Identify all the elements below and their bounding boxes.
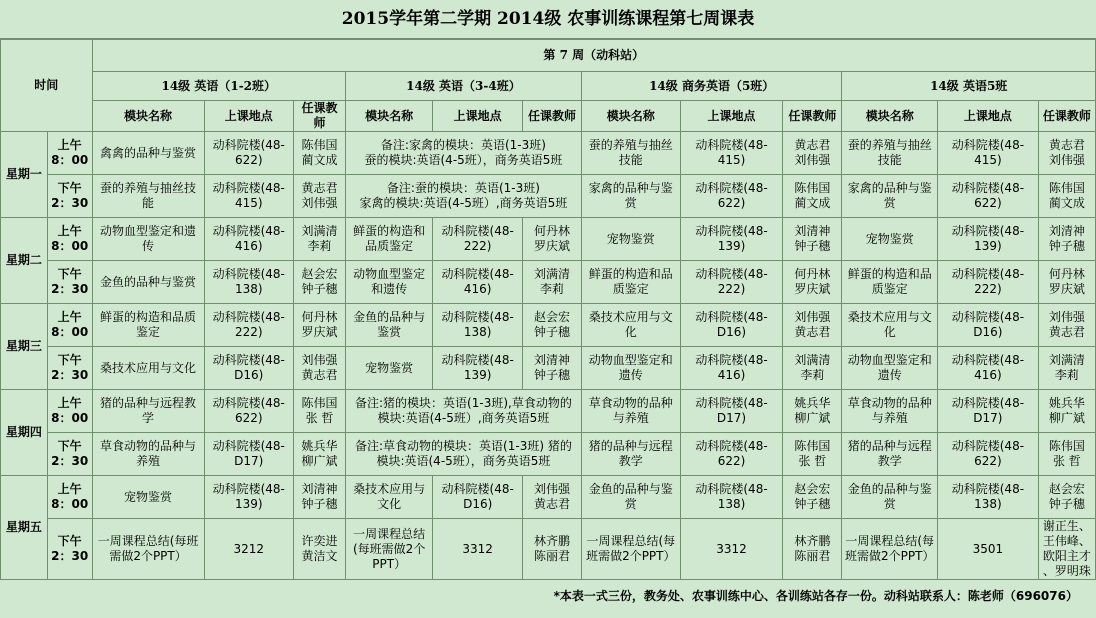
table-row (1, 261, 1096, 304)
column-header-teacher: 任课教师 (783, 101, 842, 132)
teacher-cell: 刘满清 李莉 (783, 347, 842, 390)
teacher-cell: 陈伟国 蔺文成 (294, 132, 346, 175)
module-cell: 桑技术应用与文化 (345, 476, 433, 519)
module-cell: 金鱼的品种与鉴赏 (842, 476, 938, 519)
location-cell: 动科院楼(48-622) (680, 433, 783, 476)
period-name: 上午 (57, 396, 82, 410)
period-label (47, 347, 92, 390)
module-cell: 鲜蛋的构造和品质鉴定 (345, 218, 433, 261)
teacher-cell: 刘满清 李莉 (1038, 347, 1095, 390)
module-cell: 金鱼的品种与鉴赏 (345, 304, 433, 347)
group-header: 14级 英语（3-4班） (345, 72, 581, 101)
teacher-cell: 刘清神 钟子穗 (1038, 218, 1095, 261)
location-cell: 动科院楼(48-622) (680, 175, 783, 218)
period-time: 8：00 (51, 497, 89, 511)
period-name: 上午 (57, 310, 82, 324)
period-label (47, 433, 92, 476)
location-cell: 动科院楼(48-416) (204, 218, 294, 261)
location-cell: 动科院楼(48-D16) (204, 347, 294, 390)
table-row (1, 390, 1096, 433)
teacher-cell: 赵会宏 钟子穗 (1038, 476, 1095, 519)
teacher-cell: 姚兵华 柳广斌 (1038, 390, 1095, 433)
column-header-location: 上课地点 (433, 101, 523, 132)
location-cell: 动科院楼(48-139) (938, 218, 1039, 261)
module-cell: 猪的品种与远程教学 (92, 390, 204, 433)
period-label (47, 261, 92, 304)
location-cell: 动科院楼(48-222) (680, 261, 783, 304)
table-row (1, 304, 1096, 347)
location-cell: 动科院楼(48-622) (204, 132, 294, 175)
teacher-cell: 何丹林 罗庆斌 (294, 304, 346, 347)
location-cell: 3312 (680, 519, 783, 580)
module-cell: 禽禽的品种与鉴赏 (92, 132, 204, 175)
location-cell: 动科院楼(48-416) (938, 347, 1039, 390)
teacher-cell: 刘满清 李莉 (522, 261, 581, 304)
time-header: 时间 (1, 40, 93, 132)
period-label (47, 218, 92, 261)
teacher-cell: 陈伟国 张 哲 (294, 390, 346, 433)
location-cell: 动科院楼(48-139) (680, 218, 783, 261)
group-header: 14级 商务英语（5班） (581, 72, 841, 101)
period-label (47, 519, 92, 580)
teacher-cell: 黄志君 刘伟强 (294, 175, 346, 218)
module-cell: 宠物鉴赏 (92, 476, 204, 519)
period-time: 8：00 (51, 153, 89, 167)
module-cell: 鲜蛋的构造和品质鉴定 (581, 261, 680, 304)
week-header: 第 7 周（动科站） (92, 40, 1095, 72)
module-cell: 一周课程总结(每班需做2个PPT） (842, 519, 938, 580)
location-cell: 动科院楼(48-D17) (204, 433, 294, 476)
remark-cell: 备注:家禽的模块：英语(1-3班) 蚕的模块:英语(4-5班），商务英语5班 (345, 132, 581, 175)
location-cell: 动科院楼(48-D16) (680, 304, 783, 347)
module-cell: 猪的品种与远程教学 (842, 433, 938, 476)
module-cell: 家禽的品种与鉴赏 (581, 175, 680, 218)
period-name: 下午 (57, 181, 82, 195)
teacher-cell: 刘伟强 黄志君 (783, 304, 842, 347)
period-time: 2：30 (51, 368, 89, 382)
column-header-teacher: 任课教师 (1038, 101, 1095, 132)
location-cell: 动科院楼(48-622) (938, 433, 1039, 476)
period-label (47, 132, 92, 175)
location-cell: 动科院楼(48-222) (204, 304, 294, 347)
teacher-cell: 赵会宏 钟子穗 (522, 304, 581, 347)
column-header-module: 模块名称 (345, 101, 433, 132)
location-cell: 动科院楼(48-415) (204, 175, 294, 218)
period-label (47, 390, 92, 433)
module-cell: 桑技术应用与文化 (581, 304, 680, 347)
location-cell: 3212 (204, 519, 294, 580)
module-cell: 鲜蛋的构造和品质鉴定 (92, 304, 204, 347)
teacher-cell: 赵会宏 钟子穗 (783, 476, 842, 519)
period-name: 上午 (57, 482, 82, 496)
period-time: 2：30 (51, 454, 89, 468)
location-cell: 动科院楼(48-415) (938, 132, 1039, 175)
period-name: 下午 (57, 439, 82, 453)
module-cell: 蚕的养殖与抽丝技能 (92, 175, 204, 218)
module-cell: 一周课程总结(每班需做2个PPT） (581, 519, 680, 580)
module-cell: 动物血型鉴定和遗传 (345, 261, 433, 304)
module-cell: 宠物鉴赏 (581, 218, 680, 261)
location-cell: 动科院楼(48-622) (204, 390, 294, 433)
module-cell: 鲜蛋的构造和品质鉴定 (842, 261, 938, 304)
teacher-cell: 刘清神 钟子穗 (522, 347, 581, 390)
teacher-cell: 姚兵华 柳广斌 (783, 390, 842, 433)
module-cell: 草食动物的品种与养殖 (92, 433, 204, 476)
module-cell: 桑技术应用与文化 (842, 304, 938, 347)
page-title: 2015学年第二学期 2014级 农事训练课程第七周课表 (0, 0, 1096, 39)
teacher-cell: 刘满清 李莉 (294, 218, 346, 261)
table-row (1, 476, 1096, 519)
period-name: 上午 (57, 224, 82, 238)
module-cell: 动物血型鉴定和遗传 (581, 347, 680, 390)
period-label (47, 175, 92, 218)
location-cell: 动科院楼(48-622) (938, 175, 1039, 218)
period-label (47, 304, 92, 347)
teacher-cell: 刘伟强 黄志君 (522, 476, 581, 519)
remark-cell: 备注:猪的模块：英语(1-3班),草食动物的 模块:英语(4-5班）,商务英语5班 (345, 390, 581, 433)
period-time: 8：00 (51, 411, 89, 425)
module-cell: 草食动物的品种与养殖 (842, 390, 938, 433)
module-cell: 蚕的养殖与抽丝技能 (842, 132, 938, 175)
teacher-cell: 陈伟国 张 哲 (783, 433, 842, 476)
period-name: 下午 (57, 534, 82, 548)
column-header-location: 上课地点 (204, 101, 294, 132)
location-cell: 动科院楼(48-416) (680, 347, 783, 390)
period-name: 上午 (57, 138, 82, 152)
location-cell: 动科院楼(48-138) (204, 261, 294, 304)
location-cell: 动科院楼(48-139) (433, 347, 523, 390)
module-cell: 草食动物的品种与养殖 (581, 390, 680, 433)
column-header-module: 模块名称 (581, 101, 680, 132)
location-cell: 3312 (433, 519, 523, 580)
remark-cell: 备注:蚕的模块：英语(1-3班) 家禽的模块:英语(4-5班）,商务英语5班 (345, 175, 581, 218)
column-header-module: 模块名称 (92, 101, 204, 132)
day-label: 星期三 (1, 304, 48, 390)
teacher-cell: 陈伟国 蔺文成 (783, 175, 842, 218)
module-cell: 金鱼的品种与鉴赏 (92, 261, 204, 304)
teacher-cell: 陈伟国 蔺文成 (1038, 175, 1095, 218)
teacher-cell: 林齐鹏 陈丽君 (522, 519, 581, 580)
module-cell: 金鱼的品种与鉴赏 (581, 476, 680, 519)
schedule-table (0, 39, 1096, 580)
day-label: 星期五 (1, 476, 48, 580)
teacher-cell: 何丹林 罗庆斌 (1038, 261, 1095, 304)
location-cell: 动科院楼(48-139) (204, 476, 294, 519)
location-cell: 动科院楼(48-222) (433, 218, 523, 261)
teacher-cell: 陈伟国 张 哲 (1038, 433, 1095, 476)
period-time: 8：00 (51, 325, 89, 339)
location-cell: 动科院楼(48-D17) (938, 390, 1039, 433)
teacher-cell: 刘伟强 黄志君 (294, 347, 346, 390)
schedule-body (1, 40, 1096, 580)
remark-cell: 备注:草食动物的模块：英语(1-3班) 猪的 模块:英语(4-5班），商务英语5班 (345, 433, 581, 476)
location-cell: 动科院楼(48-415) (680, 132, 783, 175)
teacher-cell: 黄志君 刘伟强 (783, 132, 842, 175)
location-cell: 动科院楼(48-138) (433, 304, 523, 347)
footer-note: *本表一式三份，教务处、农事训练中心、各训练站各存一份。动科站联系人：陈老师（696076） (553, 589, 1078, 603)
day-label: 星期一 (1, 132, 48, 218)
period-label (47, 476, 92, 519)
table-row (1, 519, 1096, 580)
module-cell: 家禽的品种与鉴赏 (842, 175, 938, 218)
period-time: 2：30 (51, 196, 89, 210)
table-row (1, 347, 1096, 390)
teacher-cell: 刘清神 钟子穗 (294, 476, 346, 519)
table-row (1, 218, 1096, 261)
column-header-module: 模块名称 (842, 101, 938, 132)
period-time: 2：30 (51, 549, 89, 563)
day-label: 星期二 (1, 218, 48, 304)
teacher-cell: 林齐鹏 陈丽君 (783, 519, 842, 580)
column-header-location: 上课地点 (680, 101, 783, 132)
teacher-cell: 刘清神 钟子穗 (783, 218, 842, 261)
module-cell: 宠物鉴赏 (842, 218, 938, 261)
module-cell: 动物血型鉴定和遗传 (842, 347, 938, 390)
table-row (1, 175, 1096, 218)
module-cell: 一周课程总结(每班需做2个PPT） (345, 519, 433, 580)
teacher-cell: 黄志君 刘伟强 (1038, 132, 1095, 175)
teacher-cell: 刘伟强 黄志君 (1038, 304, 1095, 347)
location-cell: 动科院楼(48-D16) (938, 304, 1039, 347)
module-cell: 宠物鉴赏 (345, 347, 433, 390)
period-name: 下午 (57, 353, 82, 367)
teacher-cell: 谢正生、 王伟峰、 欧阳主才 、罗明珠 (1038, 519, 1095, 580)
module-cell: 蚕的养殖与抽丝技能 (581, 132, 680, 175)
period-name: 下午 (57, 267, 82, 281)
location-cell: 3501 (938, 519, 1039, 580)
teacher-cell: 何丹林 罗庆斌 (522, 218, 581, 261)
column-header-row (1, 101, 1096, 132)
table-row (1, 132, 1096, 175)
module-cell: 桑技术应用与文化 (92, 347, 204, 390)
teacher-cell: 赵会宏 钟子穗 (294, 261, 346, 304)
day-label: 星期四 (1, 390, 48, 476)
period-time: 2：30 (51, 282, 89, 296)
location-cell: 动科院楼(48-416) (433, 261, 523, 304)
group-header: 14级 英语5班 (842, 72, 1096, 101)
table-row (1, 433, 1096, 476)
column-header-teacher: 任课教师 (522, 101, 581, 132)
location-cell: 动科院楼(48-D17) (680, 390, 783, 433)
period-time: 8：00 (51, 239, 89, 253)
teacher-cell: 姚兵华 柳广斌 (294, 433, 346, 476)
module-cell: 动物血型鉴定和遗传 (92, 218, 204, 261)
group-header: 14级 英语（1-2班） (92, 72, 345, 101)
module-cell: 猪的品种与远程教学 (581, 433, 680, 476)
module-cell: 一周课程总结(每班需做2个PPT） (92, 519, 204, 580)
location-cell: 动科院楼(48-222) (938, 261, 1039, 304)
location-cell: 动科院楼(48-D16) (433, 476, 523, 519)
location-cell: 动科院楼(48-138) (938, 476, 1039, 519)
column-header-location: 上课地点 (938, 101, 1039, 132)
teacher-cell: 许奕进 黄洁文 (294, 519, 346, 580)
column-header-teacher: 任课教师 (294, 101, 346, 132)
location-cell: 动科院楼(48-138) (680, 476, 783, 519)
teacher-cell: 何丹林 罗庆斌 (783, 261, 842, 304)
